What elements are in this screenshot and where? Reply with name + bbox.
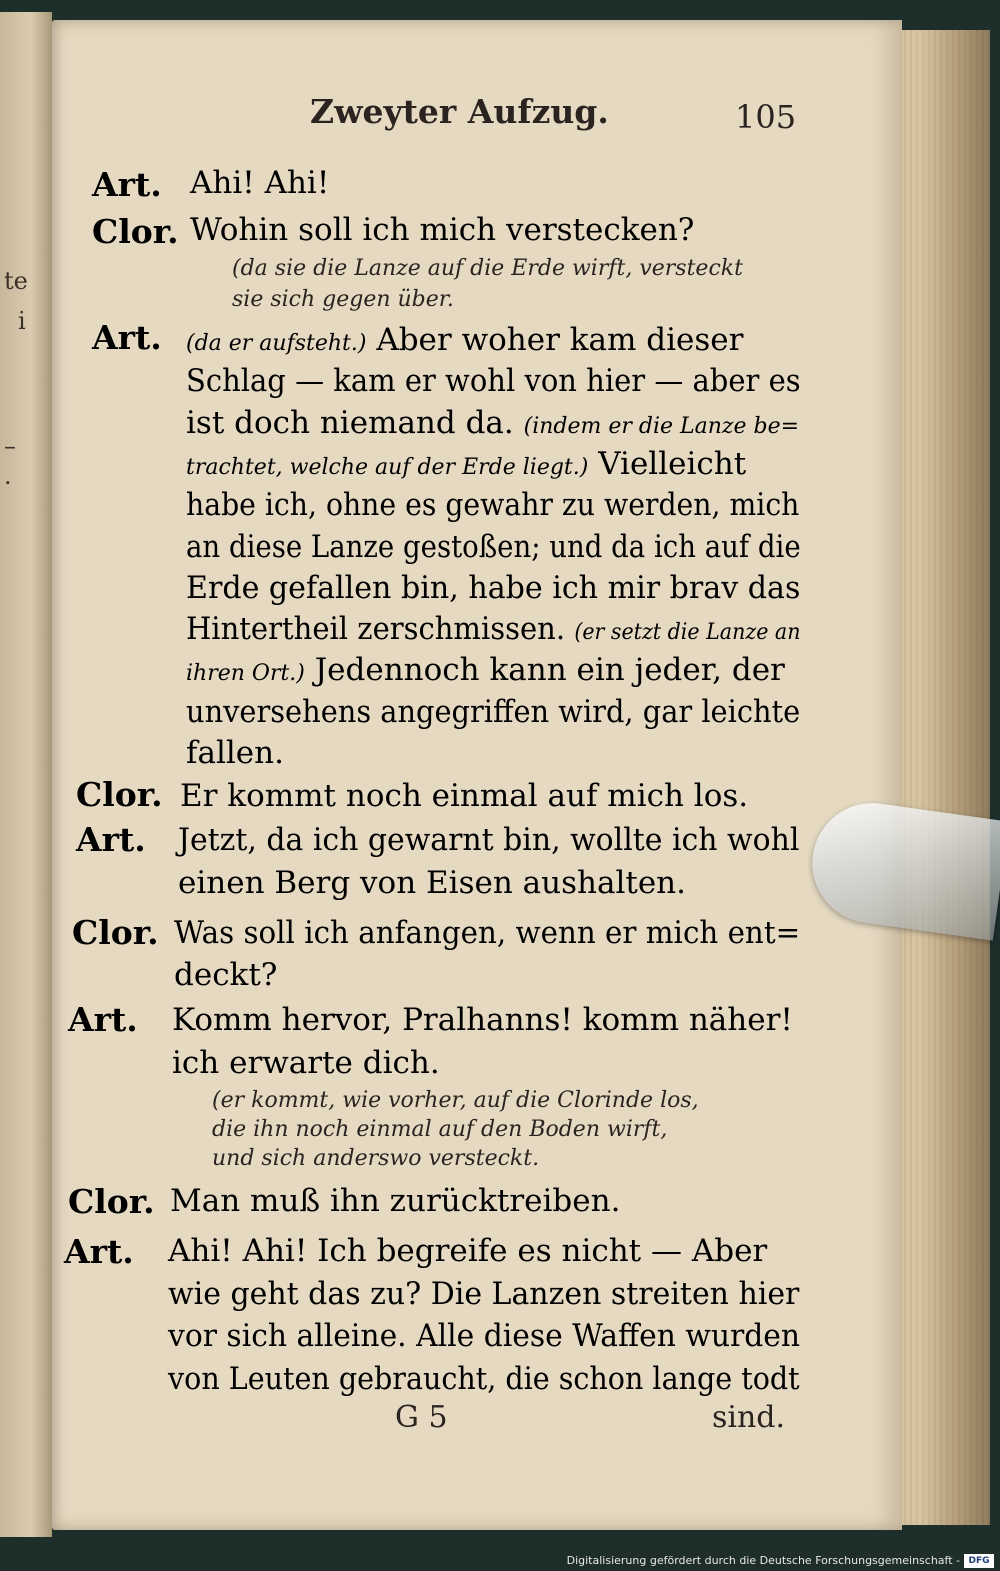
stage-direction-line [212, 1146, 539, 1171]
dialogue-text: Ahi! Ahi! [190, 165, 330, 201]
speaker-label: Art. [92, 165, 162, 204]
dialogue-text: Ahi! Ahi! Ich begreife es nicht — Aber [168, 1233, 768, 1269]
dialogue-text: Jedennoch kann ein jeder, der [304, 652, 785, 689]
dialogue-line [180, 778, 748, 814]
dialogue-line [186, 652, 785, 688]
footer-credit: Digitalisierung gefördert durch die Deutsche Forschungsgemeinschaft - [566, 1554, 960, 1567]
dfg-logo: DFG [964, 1554, 994, 1568]
dialogue-line [186, 446, 746, 482]
dialogue-text: Erde gefallen bin, habe ich mir brav das [186, 569, 801, 606]
dialogue-text: Man muß ihn zurücktreiben. [170, 1183, 621, 1219]
stage-direction: (er kommt, wie vorher, auf die Clorinde los, [212, 1088, 699, 1113]
dialogue-text: Vielleicht [588, 445, 747, 482]
dialogue-text: Aber woher kam dieser [366, 322, 744, 358]
dialogue-text: unversehens angegriffen wird, gar leichte [186, 693, 801, 730]
dialogue-line [170, 1183, 620, 1219]
dialogue-line [186, 363, 801, 399]
dialogue-line [168, 1276, 799, 1312]
dialogue-line [186, 405, 799, 441]
stage-direction: ihren Ort.) [186, 661, 305, 687]
dialogue-line [178, 865, 686, 901]
dialogue-text: Hintertheil zerschmissen. [186, 611, 575, 648]
dialogue-line [186, 322, 743, 358]
stage-direction-line [212, 1088, 699, 1113]
speaker-label: Art. [64, 1232, 134, 1271]
dialogue-line [186, 694, 800, 730]
dialogue-line [168, 1361, 800, 1397]
dialogue-line [168, 1318, 800, 1354]
dialogue-line [190, 212, 694, 248]
stage-direction: (da sie die Lanze auf die Erde wirft, versteckt [232, 256, 743, 281]
catchword: sind. [712, 1400, 786, 1435]
dialogue-line [186, 570, 800, 606]
dialogue-text: Komm hervor, Pralhanns! komm näher! [172, 1002, 793, 1038]
dialogue-text: Wohin soll ich mich verstecken? [190, 212, 695, 248]
stage-direction-line [232, 256, 743, 281]
speaker-label: Art. [92, 318, 162, 357]
dialogue-text: von Leuten gebraucht, die schon lange todt [168, 1360, 800, 1397]
speaker-label: Clor. [92, 212, 179, 251]
dialogue-text: ist doch niemand da. [186, 404, 524, 441]
margin-mark: i [18, 307, 26, 335]
dialogue-line [174, 915, 800, 951]
dialogue-text: habe ich, ohne es gewahr zu werden, mich [186, 487, 800, 524]
dialogue-line [168, 1233, 767, 1269]
dialogue-text: an diese Lanze gestoßen; und da ich auf die [186, 528, 801, 565]
running-title: Zweyter Aufzug. [310, 92, 609, 131]
stage-direction: sie sich gegen über. [232, 287, 454, 312]
dialogue-line [190, 165, 329, 201]
dialogue-text: Was soll ich anfangen, wenn er mich ent= [174, 915, 801, 951]
stage-direction: (da er aufsteht.) [186, 331, 367, 356]
speaker-label: Clor. [72, 913, 159, 952]
signature-mark: G 5 [395, 1400, 448, 1435]
dialogue-line [186, 611, 800, 647]
speaker-label: Art. [68, 1000, 138, 1039]
margin-mark: . [4, 462, 12, 490]
stage-direction-line [212, 1117, 667, 1142]
dialogue-line [172, 1002, 793, 1038]
dialogue-text: wie geht das zu? Die Lanzen streiten hier [168, 1275, 800, 1312]
dialogue-text: deckt? [174, 957, 278, 993]
stage-direction: (indem er die Lanze be= [523, 413, 800, 439]
dialogue-text: Er kommt noch einmal auf mich los. [180, 778, 749, 814]
left-page-edge [0, 12, 52, 1537]
margin-mark: – [4, 432, 16, 460]
dialogue-text: Jetzt, da ich gewarnt bin, wollte ich wohl [178, 822, 800, 858]
dialogue-line [186, 529, 801, 565]
dialogue-text: fallen. [186, 735, 284, 771]
page-number: 105 [735, 98, 797, 136]
dialogue-line [172, 1045, 440, 1081]
dialogue-text: einen Berg von Eisen aushalten. [178, 865, 686, 901]
stage-direction: trachtet, welche auf der Erde liegt.) [186, 454, 589, 480]
dialogue-line [178, 822, 799, 858]
margin-mark: te [4, 267, 28, 295]
speaker-label: Clor. [76, 775, 163, 814]
dialogue-line [186, 735, 284, 771]
dialogue-text: ich erwarte dich. [172, 1045, 440, 1081]
stage-direction: und sich anderswo versteckt. [212, 1146, 540, 1171]
speaker-label: Clor. [68, 1182, 155, 1221]
dialogue-text: vor sich alleine. Alle diese Waffen wurden [168, 1318, 801, 1354]
stage-direction-line [232, 287, 454, 312]
stage-direction: (er setzt die Lanze an [574, 620, 801, 646]
dialogue-line [174, 957, 277, 993]
stage-direction: die ihn noch einmal auf den Boden wirft, [212, 1117, 668, 1142]
dialogue-text: Schlag — kam er wohl von hier — aber es [186, 363, 801, 400]
dialogue-line [186, 487, 799, 523]
speaker-label: Art. [76, 820, 146, 859]
